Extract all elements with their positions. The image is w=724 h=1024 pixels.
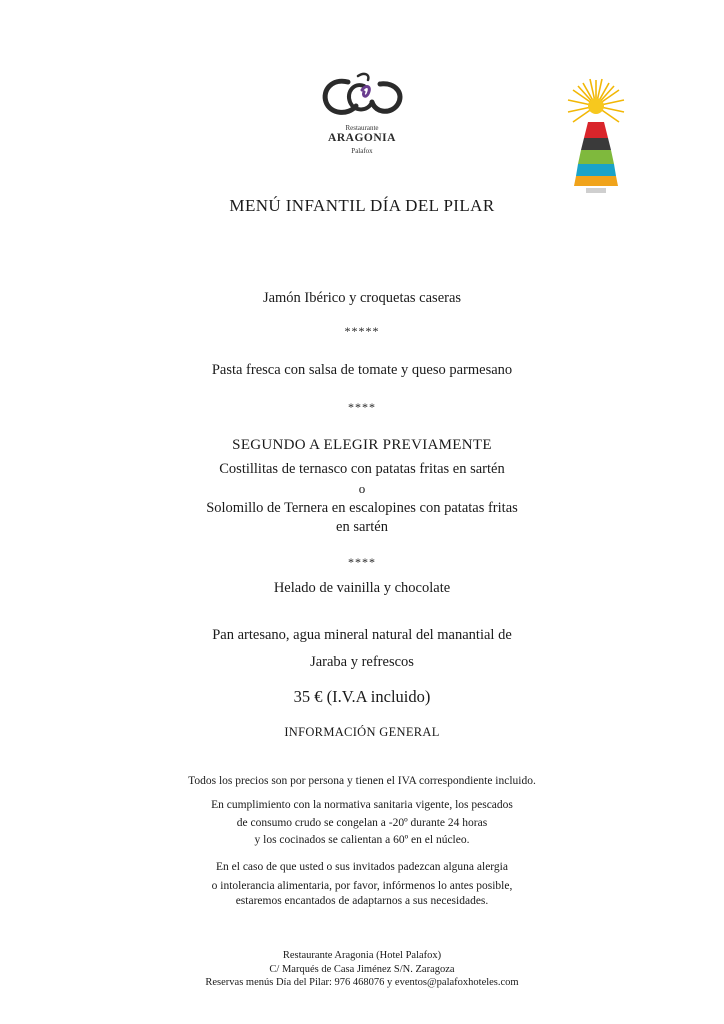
info-allergy-line-3: estaremos encantados de adaptarnos a sus necesidades. <box>235 895 489 907</box>
menu-price: 35 € (I.V.A incluido) <box>293 687 431 706</box>
separator-1: ***** <box>344 324 380 338</box>
second-option-2-line-2: en sartén <box>336 519 388 535</box>
second-option-1: Costillitas de ternasco con patatas fritas en sartén <box>219 461 505 477</box>
restaurant-logo <box>300 72 424 160</box>
separator-3: **** <box>348 555 376 569</box>
second-course-heading: SEGUNDO A ELEGIR PREVIAMENTE <box>232 437 492 453</box>
starter-dish: Jamón Ibérico y croquetas caseras <box>262 290 462 306</box>
drinks-line-2: Jaraba y refrescos <box>310 654 414 670</box>
logo-brand-name: ARAGONIA <box>328 132 396 144</box>
footer-reservations: Reservas menús Día del Pilar: 976 468076 y eventos@palafoxhoteles.com <box>205 977 519 988</box>
logo-label-bottom: Palafox <box>351 147 373 155</box>
info-allergy-line-2: o intolerancia alimentaria, por favor, infórmenos lo antes posible, <box>211 880 513 892</box>
info-prices-text: Todos los precios son por persona y tienen el IVA correspondiente incluido. <box>188 775 536 787</box>
info-allergy-line-1: En el caso de que usted o sus invitados padezcan alguna alergia <box>216 861 508 873</box>
first-course-dish: Pasta fresca con salsa de tomate y queso parmesano <box>211 362 513 378</box>
info-heading: INFORMACIÓN GENERAL <box>284 725 440 739</box>
sun-center-icon <box>588 98 604 114</box>
dessert-dish: Helado de vainilla y chocolate <box>273 580 451 596</box>
logo-brushstroke-icon <box>318 72 406 120</box>
footer-address: C/ Marqués de Casa Jiménez S/N. Zaragoza <box>269 964 455 975</box>
info-health-line-3: y los cocinados se calientan a 60º en el núcleo. <box>254 834 470 846</box>
menu-title: MENÚ INFANTIL DÍA DEL PILAR <box>229 196 495 215</box>
info-health-line-2: de consumo crudo se congelan a -20º durante 24 horas <box>236 817 488 829</box>
drinks-line-1: Pan artesano, agua mineral natural del manantial de <box>212 627 512 643</box>
footer-restaurant: Restaurante Aragonia (Hotel Palafox) <box>282 950 442 961</box>
pilar-emblem <box>558 76 634 196</box>
info-health-line-1: En cumplimiento con la normativa sanitaria vigente, los pescados <box>211 799 513 811</box>
separator-2: **** <box>348 400 376 414</box>
second-option-2-line-1: Solomillo de Ternera en escalopines con patatas fritas <box>206 500 518 516</box>
second-options-or: o <box>358 481 366 496</box>
logo-label-top: Restaurante <box>345 124 379 132</box>
